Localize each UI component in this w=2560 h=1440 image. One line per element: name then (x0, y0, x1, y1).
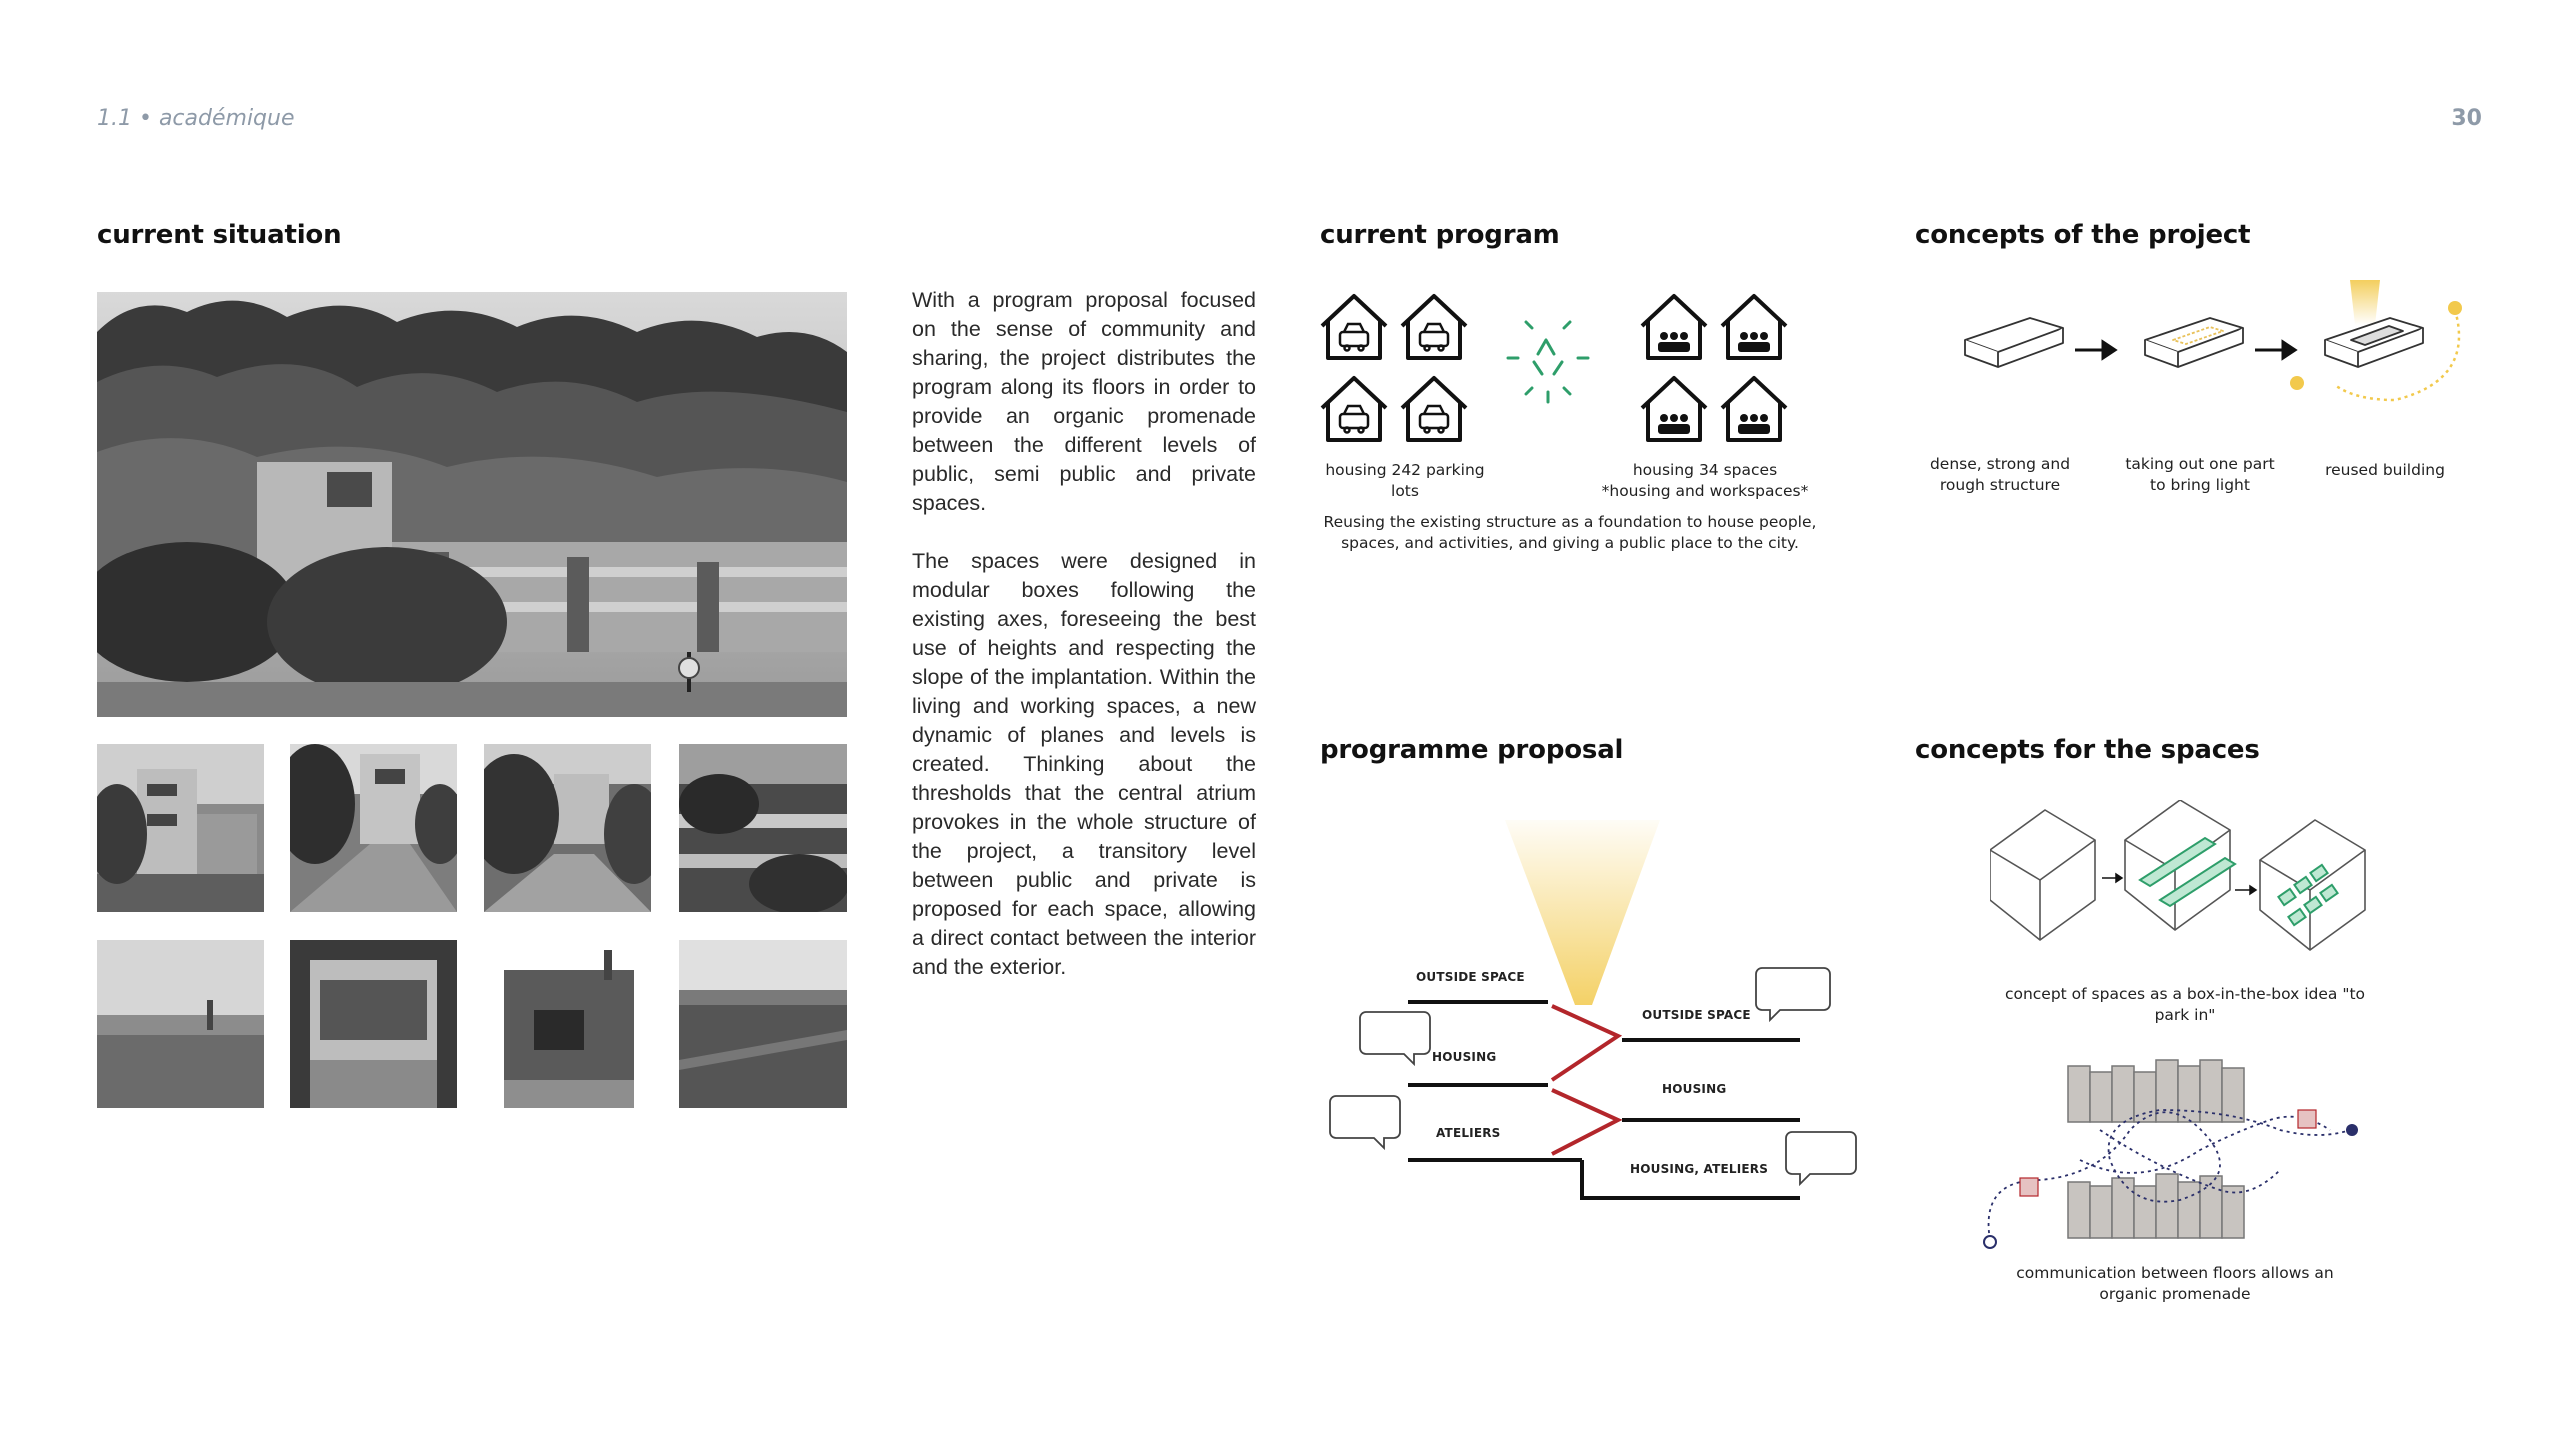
thumbnail-photo (679, 744, 847, 912)
program-caption-right-line2: *housing and workspaces* (1601, 482, 1809, 500)
program-caption-right (1570, 460, 1840, 502)
section-tag: 1.1 • académique (97, 106, 295, 131)
light-cone (1505, 820, 1660, 1005)
current-situation-title: current situation (97, 220, 342, 250)
speech-bubble-icon (1786, 1132, 1856, 1184)
house-car-icon (1322, 378, 1386, 440)
speech-bubble-icon (1360, 1012, 1430, 1064)
label-housing-left: HOUSING (1432, 1050, 1497, 1064)
thumbnail-photo (290, 940, 457, 1108)
thumbnail-photo (97, 744, 264, 912)
program-caption-left: housing 242 parking lots (1325, 461, 1485, 500)
house-car-icon (1402, 378, 1466, 440)
speech-bubble-icon (1756, 968, 1830, 1020)
program-description: Reusing the existing structure as a foundation to house people, spaces, and activities, and giving a public place to the city. (1323, 513, 1817, 552)
thumbnail-photo (679, 940, 847, 1108)
carved-block-icon (2145, 318, 2243, 367)
paragraph: With a program proposal focused on the sense of community and sharing, the project distributes the program along its floors in order to provide an organic promenade between the different levels of public, semi public and private spaces. (912, 288, 1256, 515)
current-program-title: current program (1320, 220, 1560, 250)
label-outside-space-right: OUTSIDE SPACE (1642, 1008, 1751, 1022)
label-ateliers-left: ATELIERS (1436, 1126, 1501, 1140)
label-housing-right: HOUSING (1662, 1082, 1727, 1096)
concept-spaces-caption-2: communication between floors allows an organic promenade (2016, 1264, 2334, 1303)
promenade-diagram (1980, 1050, 2380, 1270)
label-housing-ateliers-right: HOUSING, ATELIERS (1630, 1162, 1769, 1176)
concept-spaces-caption-1: concept of spaces as a box-in-the-box idea "to park in" (2004, 985, 2366, 1024)
thumbnail-photo (484, 744, 651, 912)
thumbnail-photo (97, 940, 264, 1108)
reused-building-icon (2325, 318, 2423, 367)
solid-block-icon (1965, 318, 2063, 367)
program-caption-right-line1: housing 34 spaces (1632, 461, 1778, 479)
thumbnail-photo (484, 940, 651, 1108)
house-car-icon (1322, 296, 1386, 358)
end-point-icon (2346, 1124, 2358, 1136)
page-number: 30 (2451, 106, 2482, 131)
programme-proposal-title: programme proposal (1320, 735, 1624, 765)
concept-step-1: dense, strong and rough structure (1929, 455, 2071, 494)
concept-step-3: reused building (2325, 461, 2445, 479)
main-building-photo (97, 292, 847, 717)
thumbnail-photo (290, 744, 457, 912)
project-description (912, 286, 1256, 1011)
house-car-icon (1402, 296, 1466, 358)
empty-box-icon (1990, 810, 2095, 940)
recycle-icon (1508, 322, 1588, 402)
speech-bubble-icon (1330, 1096, 1400, 1148)
start-point-icon (1984, 1236, 1996, 1248)
programme-proposal-diagram (1320, 820, 1860, 1210)
label-outside-space-left: OUTSIDE SPACE (1416, 970, 1525, 984)
concepts-spaces-title: concepts for the spaces (1915, 735, 2260, 765)
concepts-project-title: concepts of the project (1915, 220, 2251, 250)
light-cone (2350, 280, 2380, 325)
current-program-diagram (1318, 290, 1798, 450)
box-in-box-diagram (1990, 800, 2390, 960)
concepts-project-diagram (1955, 280, 2475, 420)
concept-step-2: taking out one part to bring light (2125, 455, 2275, 494)
paragraph: The spaces were designed in modular boxes following the existing axes, foreseeing the best use of heights and respecting the slope of the implantation. Within the living and working spaces, a new dynamic of planes and levels is created. Thinking about the thresholds that the central atrium provokes in the whole structure of the project, a transitory level between public and private is proposed for each space, allowing a direct contact between the interior and the exterior. (912, 549, 1256, 979)
